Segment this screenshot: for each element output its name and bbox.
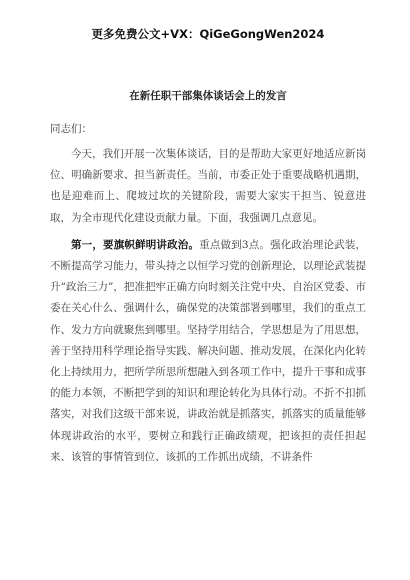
- intro-paragraph: [50, 144, 366, 229]
- promo-header: 更多免费公文+VX：QiGeGongWen2024: [91, 27, 325, 41]
- salutation: 同志们：: [50, 123, 92, 135]
- intro-paragraph-text: 今天，我们开展一次集体谈话，目的是帮助大家更好地适应新岗位、明确新要求、担当新责任。当前，市委正处于重要战略机遇期，也是迎难而上、爬坡过坎的关键阶段，需要大家实干担当、锐意进取，为全市现代化建设贡献力量。下面，我强调几点意见。: [50, 148, 366, 224]
- point-one-heading: 第一，要旗帜鲜明讲政治。: [71, 238, 200, 251]
- speech-title: 在新任职干部集体谈话会上的发言: [129, 90, 287, 102]
- point-one-paragraph: [50, 235, 366, 468]
- point-one-text: 重点做到3点。强化政治理论武装，不断提高学习能力，带头持之以恒学习党的创新理论，以理论武装提升“政治三力”，把准把牢正确方向时刻关注党中央、自治区党委、市委在关心什么、强调什么，确保党的决策部署到哪里，我们的重点工作、发力方向就聚焦到哪里。坚持学用结合，学思想是为了用思想，善于坚持用科学理论指导实践、解决问题、推动发展，在深化内化转化上持续用力，把所学所思所想融入到各项工作中，提升干事和成事的能力本领，不断把学到的知识和理论转化为具体行动。不折不扣抓落实，对我们这级干部来说，讲政治就是抓落实，抓落实的质量能够体现讲政治的水平，要树立和践行正确政绩观，把该担的责任担起来、该管的事情管到位、该抓的工作抓出成绩，不讲条件: [50, 238, 366, 463]
